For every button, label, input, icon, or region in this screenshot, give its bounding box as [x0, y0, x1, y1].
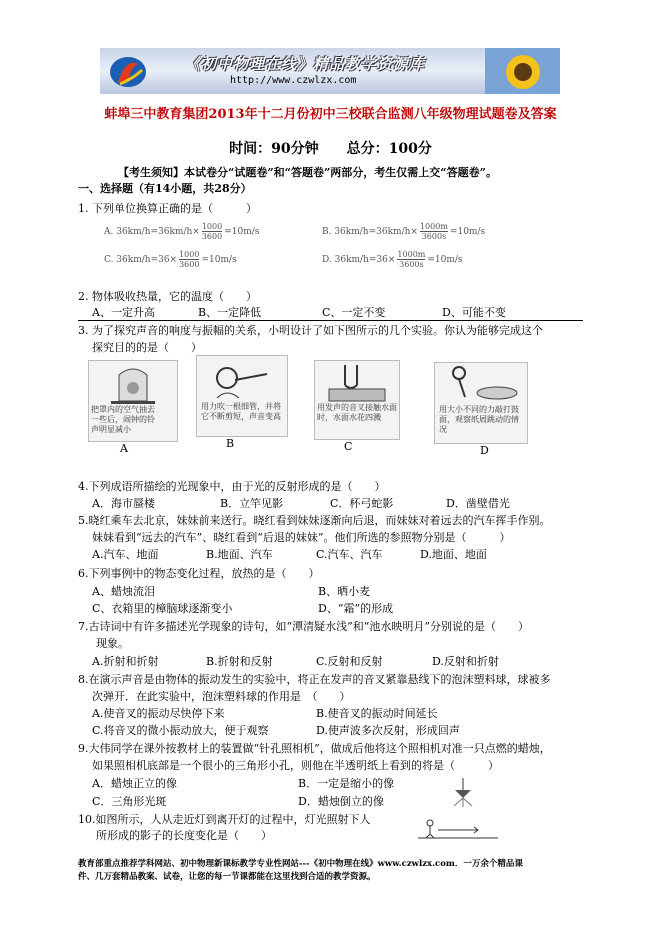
q5-option-a: A.汽车、地面 [92, 548, 159, 561]
exam-notice: 【考生须知】本试卷分“试题卷”和“答题卷”两部分，考生仅需上交“答题卷”。 [118, 166, 497, 179]
experiment-b-caption: 用力吹一根细管，并将它不断剪短，声音变高 [201, 402, 281, 421]
experiment-a-caption: 把罩内的空气抽去一些后，闹钟的铃声明显减小 [91, 405, 155, 434]
question-4: 4.下列成语所描绘的光现象中，由于光的反射形成的是（ ） [78, 480, 386, 493]
q9-option-b: B．一定是缩小的像 [298, 777, 395, 790]
question-8-cont: 次弹开．在此实验中，泡沫塑料球的作用是 （ ） [92, 690, 351, 703]
logo-icon [108, 54, 148, 90]
q2-option-b: B、一定降低 [198, 306, 262, 319]
banner-url[interactable]: http://www.czwlzx.com [230, 75, 357, 86]
q2-option-d: D、可能不变 [442, 306, 506, 319]
q7-option-b: B.折射和反射 [206, 655, 273, 668]
tuning-fork-water-icon [315, 361, 399, 403]
experiment-a-label: A [120, 442, 128, 455]
q8-option-d: D.使声波多次反射，形成回声 [316, 724, 460, 737]
question-5: 5.晓红乘车去北京，妹妹前来送行。晓红看到妹妹逐渐向后退，而妹妹对着远去的汽车挥手作别。 [78, 514, 551, 527]
question-10-cont: 所形成的影子的长度变化是（ ） [96, 829, 272, 842]
exam-time-score: 时间：90分钟 总分：100分 [229, 141, 432, 157]
experiment-c-image [314, 360, 400, 440]
q5-option-c: C.汽车、汽车 [316, 548, 383, 561]
person-walking-icon [418, 818, 498, 840]
q6-option-b: B、晒小麦 [318, 585, 371, 598]
q9-option-d: D．蜡烛倒立的像 [298, 795, 384, 808]
q5-option-d: D.地面、地面 [420, 548, 487, 561]
q9-option-a: A．蜡烛正立的像 [92, 777, 177, 790]
experiment-b-image [196, 355, 288, 437]
q4-option-c: C．杯弓蛇影 [330, 497, 394, 510]
experiment-c-label: C [344, 440, 353, 453]
experiment-a-image [88, 360, 178, 442]
question-9-cont: 如果照相机底部是一个很小的三角形小孔，则他在半透明纸上看到的将是（ ） [92, 759, 499, 772]
q6-option-c: C、衣箱里的樟脑球逐渐变小 [92, 602, 233, 615]
question-1: 1. 下列单位换算正确的是（ ） [78, 202, 257, 215]
experiment-c-caption: 用发声的音叉接触水面时，水面水花四溅 [317, 403, 397, 422]
q2-option-a: A、一定升高 [92, 306, 155, 319]
banner-title: 《初中物理在线》精品教学资源库 [185, 55, 426, 73]
header-banner [100, 48, 560, 94]
footer-line-2: 件、几万套精品教案、试卷，让您的每一节课都能在这里找到合适的教学资源。 [78, 872, 376, 882]
section-heading: 一、选择题（有14小题，共28分） [78, 182, 252, 195]
experiment-d-label: D [480, 444, 489, 457]
footer-line-1: 教育部重点推荐学科网站、初中物理新课标教学专业性网站---《初中物理在线》www.czwlzx.com．一万余个精品课 [78, 859, 523, 869]
question-7: 7.古诗词中有许多描述光学现象的诗句，如“潭清疑水浅”和“池水映明月”分别说的是（ ） [78, 620, 529, 633]
q8-option-c: C.将音叉的微小振动放大，便于观察 [92, 724, 269, 737]
experiment-b-label: B [226, 437, 235, 450]
q6-option-d: D、“霜”的形成 [318, 602, 394, 615]
question-6: 6.下列事例中的物态变化过程，放热的是（ ） [78, 567, 320, 580]
q1-option-c: C. 36km/h=36× $\frac{1000}{3600}$ =10m/s [104, 250, 237, 269]
document-title: 蚌埠三中教育集团2013年十二月份初中三校联合监测八年级物理试题卷及答案 [104, 107, 557, 122]
question-8: 8.在演示声音是由物体的振动发生的实验中，将正在发声的音叉紧靠悬线下的泡沫塑料球，球被多 [78, 673, 551, 686]
bell-jar-icon [89, 361, 177, 405]
q1-option-a: A. 36km/h=36km/h× $\frac{1000}{3600}$ =10m/s [104, 222, 260, 241]
question-7-cont: 现象。 [96, 637, 129, 650]
q8-option-b: B.使音叉的振动时间延长 [316, 707, 438, 720]
q4-option-b: B．立竿见影 [220, 497, 284, 510]
q7-option-c: C.反射和反射 [316, 655, 383, 668]
experiment-d-image [434, 362, 528, 444]
q5-option-b: B.地面、汽车 [206, 548, 273, 561]
question-3-cont: 探究目的的是（ ） [92, 341, 202, 354]
question-5-cont: 妹妹看到“远去的汽车”、晓红看到“后退的妹妹”。他们所选的参照物分别是（ ） [92, 531, 511, 544]
lamp-icon [448, 778, 478, 808]
q1-option-d: D. 36km/h=36× $\frac{1000m}{3600s}$ =10m/s [322, 250, 463, 269]
experiment-d-caption: 用大小不同的力敲打鼓面，观察纸屑跳动的情况 [439, 405, 519, 434]
page-footer [78, 858, 598, 884]
question-2: 2. 物体吸收热量，它的温度（ ） [78, 290, 257, 303]
question-9: 9.大伟同学在课外按教材上的装置做“针孔照相机”，做成后他将这个照相机对准一只点燃的蜡烛， [78, 742, 551, 755]
drum-icon [435, 363, 527, 403]
q9-option-c: C．三角形光斑 [92, 795, 167, 808]
divider [78, 320, 583, 321]
q8-option-a: A.使音叉的振动尽快停下来 [92, 707, 225, 720]
q7-option-d: D.反射和折射 [432, 655, 499, 668]
person-blowing-tube-icon [197, 356, 287, 401]
question-10: 10.如图所示，人从走近灯到离开灯的过程中，灯光照射下人 [78, 813, 371, 826]
q4-option-a: A．海市蜃楼 [92, 497, 155, 510]
q7-option-a: A.折射和折射 [92, 655, 159, 668]
q4-option-d: D．凿壁借光 [446, 497, 510, 510]
q2-option-c: C、一定不变 [322, 306, 386, 319]
question-3: 3. 为了探究声音的响度与振幅的关系，小明设计了如下图所示的几个实验。你认为能够完成这个 [78, 324, 543, 337]
q6-option-a: A、蜡烛流泪 [92, 585, 155, 598]
sunflower-icon [485, 48, 560, 94]
q1-option-b: B. 36km/h=36km/h× $\frac{1000m}{3600s}$ =10m/s [322, 222, 486, 241]
